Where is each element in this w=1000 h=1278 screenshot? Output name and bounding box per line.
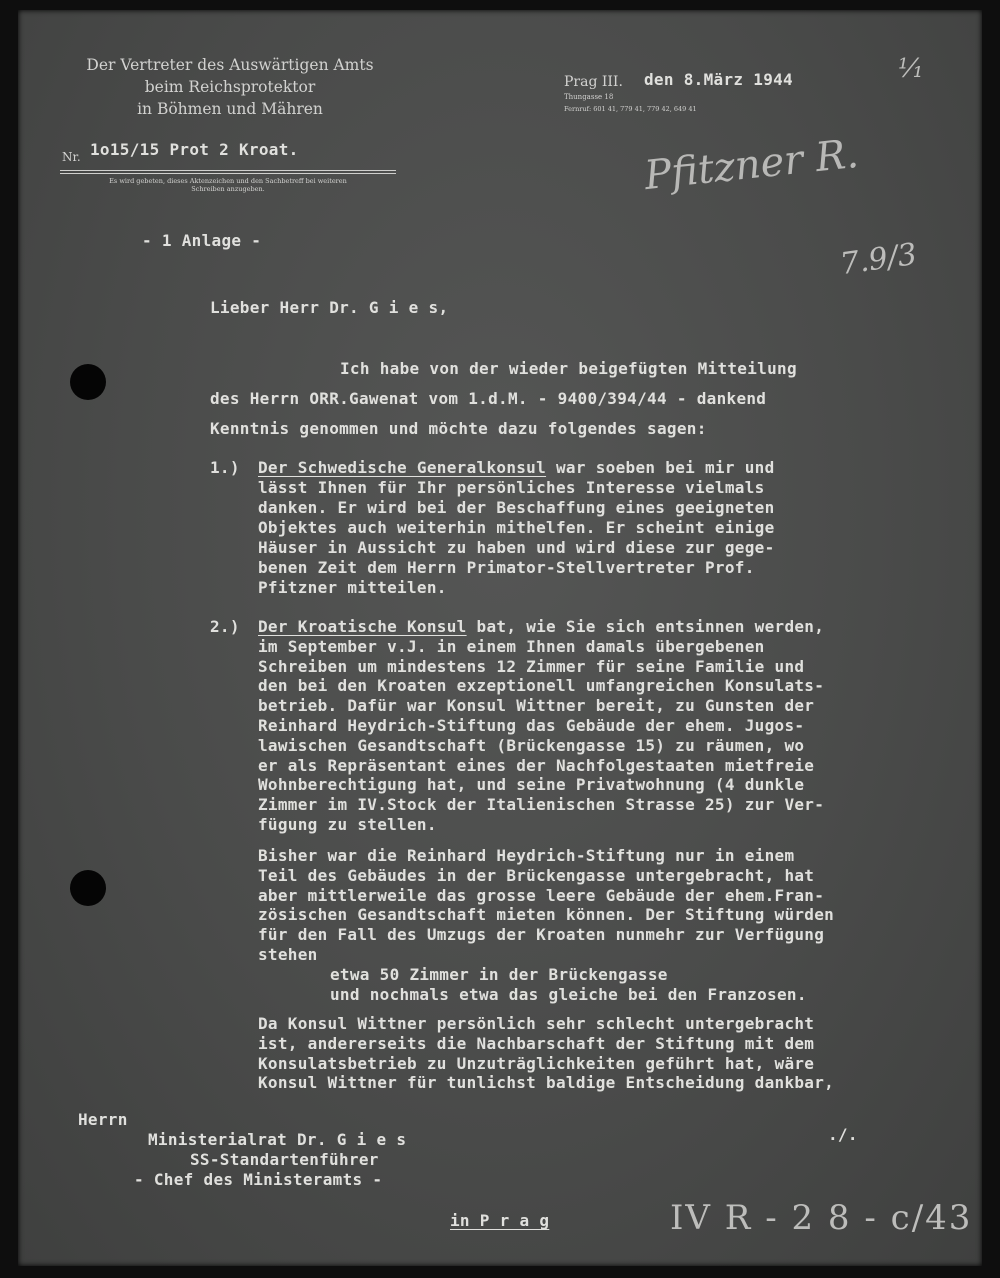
reference-number: 1o15/15 Prot 2 Kroat. <box>90 140 299 159</box>
punch-hole-bottom <box>70 870 106 906</box>
handwritten-page-mark: ¹⁄₁ <box>898 54 924 84</box>
handwritten-date-mark: 7.9/3 <box>837 236 919 283</box>
document-sheet <box>18 10 982 1266</box>
intro-line-1: Ich habe von der wieder beigefügten Mitteilung <box>340 359 797 378</box>
point-1-text: Der Schwedische Generalkonsul war soeben bei mir und lässt Ihnen für Ihr persönliches Interesse vielmals danken. Er wird bei der Beschaffung eines geeigneten Objektes auch weiterhin mithelfen. Er scheint einige Häuser in Aussicht zu haben und wird diese zur gege- benen Zeit dem Herrn Primator-Stellvertreter Prof. Pfitzner mitteilen. <box>258 458 775 597</box>
place-street: Thungasse 18 <box>564 93 614 101</box>
letterhead-footnote: Es wird gebeten, dieses Aktenzeichen und den Sachbetreff bei weiteren Schreiben anzugeben. <box>109 177 347 193</box>
point-2-number: 2.) <box>210 617 240 636</box>
point-2-subject: Der Kroatische Konsul <box>258 617 467 636</box>
letterhead-line-1: Der Vertreter des Auswärtigen Amts <box>86 56 374 74</box>
point-1-subject: Der Schwedische Generalkonsul <box>258 458 547 477</box>
letterhead-line-2: beim Reichsprotektor <box>144 78 316 96</box>
letterhead-rule <box>60 170 396 171</box>
recipient-name: Ministerialrat Dr. G i e s <box>148 1130 407 1149</box>
salutation: Lieber Herr Dr. G i e s, <box>210 298 449 317</box>
point-2-text: Der Kroatische Konsul bat, wie Sie sich entsinnen werden, im September v.J. in einem Ihnen damals übergebenen Schreiben um mindestens 12 Zimmer für seine Familie und den bei den Kroaten exzeptionell umfangreichen Konsulats- betrieb. Dafür war Konsul Wittner bereit, zu Gunsten der Reinhard Heydrich-Stiftung das Gebäude der ehem. Jugos- lawischen Gesandtschaft (Brückengasse 15) zu räumen, wo er als Repräsentant eines der Nachfolgestaaten mietfreie Wohnberechtigung hat, und seine Privatwohnung (4 dunkle Zimmer im IV.Stock der Italienischen Strasse 25) zur Ver- fügung zu stellen. <box>258 617 825 834</box>
letterhead-line-3: in Böhmen und Mähren <box>137 100 323 118</box>
place-city: Prag III. <box>564 74 623 90</box>
nr-label: Nr. <box>62 150 81 164</box>
point-2-paragraph-3: Da Konsul Wittner persönlich sehr schlecht untergebracht ist, andererseits die Nachbarschaft der Stiftung mit dem Konsulatsbetrieb zu Unzuträglichkeiten geführt hat, wäre Konsul Wittner für tunlichst baldige Entscheidung dankbar, <box>258 1014 835 1093</box>
recipient-rank: SS-Standartenführer <box>190 1150 379 1169</box>
handwritten-initials: Pfitzner R. <box>642 130 861 200</box>
handwritten-file-reference: IV R - 2 8 - c/43 <box>670 1198 973 1238</box>
intro-line-3: Kenntnis genommen und möchte dazu folgendes sagen: <box>210 419 707 438</box>
point-1-number: 1.) <box>210 458 240 477</box>
recipient-city: in P r a g <box>450 1211 550 1230</box>
place-phone: Fernruf: 601 41, 779 41, 779 42, 649 41 <box>564 105 697 113</box>
point-2-indented-list: etwa 50 Zimmer in der Brückengasse und nochmals etwa das gleiche bei den Franzosen. <box>330 965 807 1004</box>
recipient-office: - Chef des Ministeramts - <box>134 1170 383 1189</box>
continuation-mark: ./. <box>828 1125 858 1144</box>
enclosure-note: - 1 Anlage - <box>142 231 262 250</box>
letterhead-rule-2 <box>60 173 396 174</box>
intro-line-2: des Herrn ORR.Gawenat vom 1.d.M. - 9400/394/44 - dankend <box>210 389 767 408</box>
recipient-herrn: Herrn <box>78 1110 128 1129</box>
punch-hole-top <box>70 364 106 400</box>
letter-date: den 8.März 1944 <box>644 70 793 89</box>
letterhead <box>60 54 400 120</box>
point-2-paragraph-2: Bisher war die Reinhard Heydrich-Stiftung nur in einem Teil des Gebäudes in der Brückengasse untergebracht, hat aber mittlerweile das grosse leere Gebäude der ehem.Fran- zösischen Gesandtschaft mieten können. Der Stiftung würden für den Fall des Umzugs der Kroaten nunmehr zur Verfügung stehen <box>258 846 835 964</box>
